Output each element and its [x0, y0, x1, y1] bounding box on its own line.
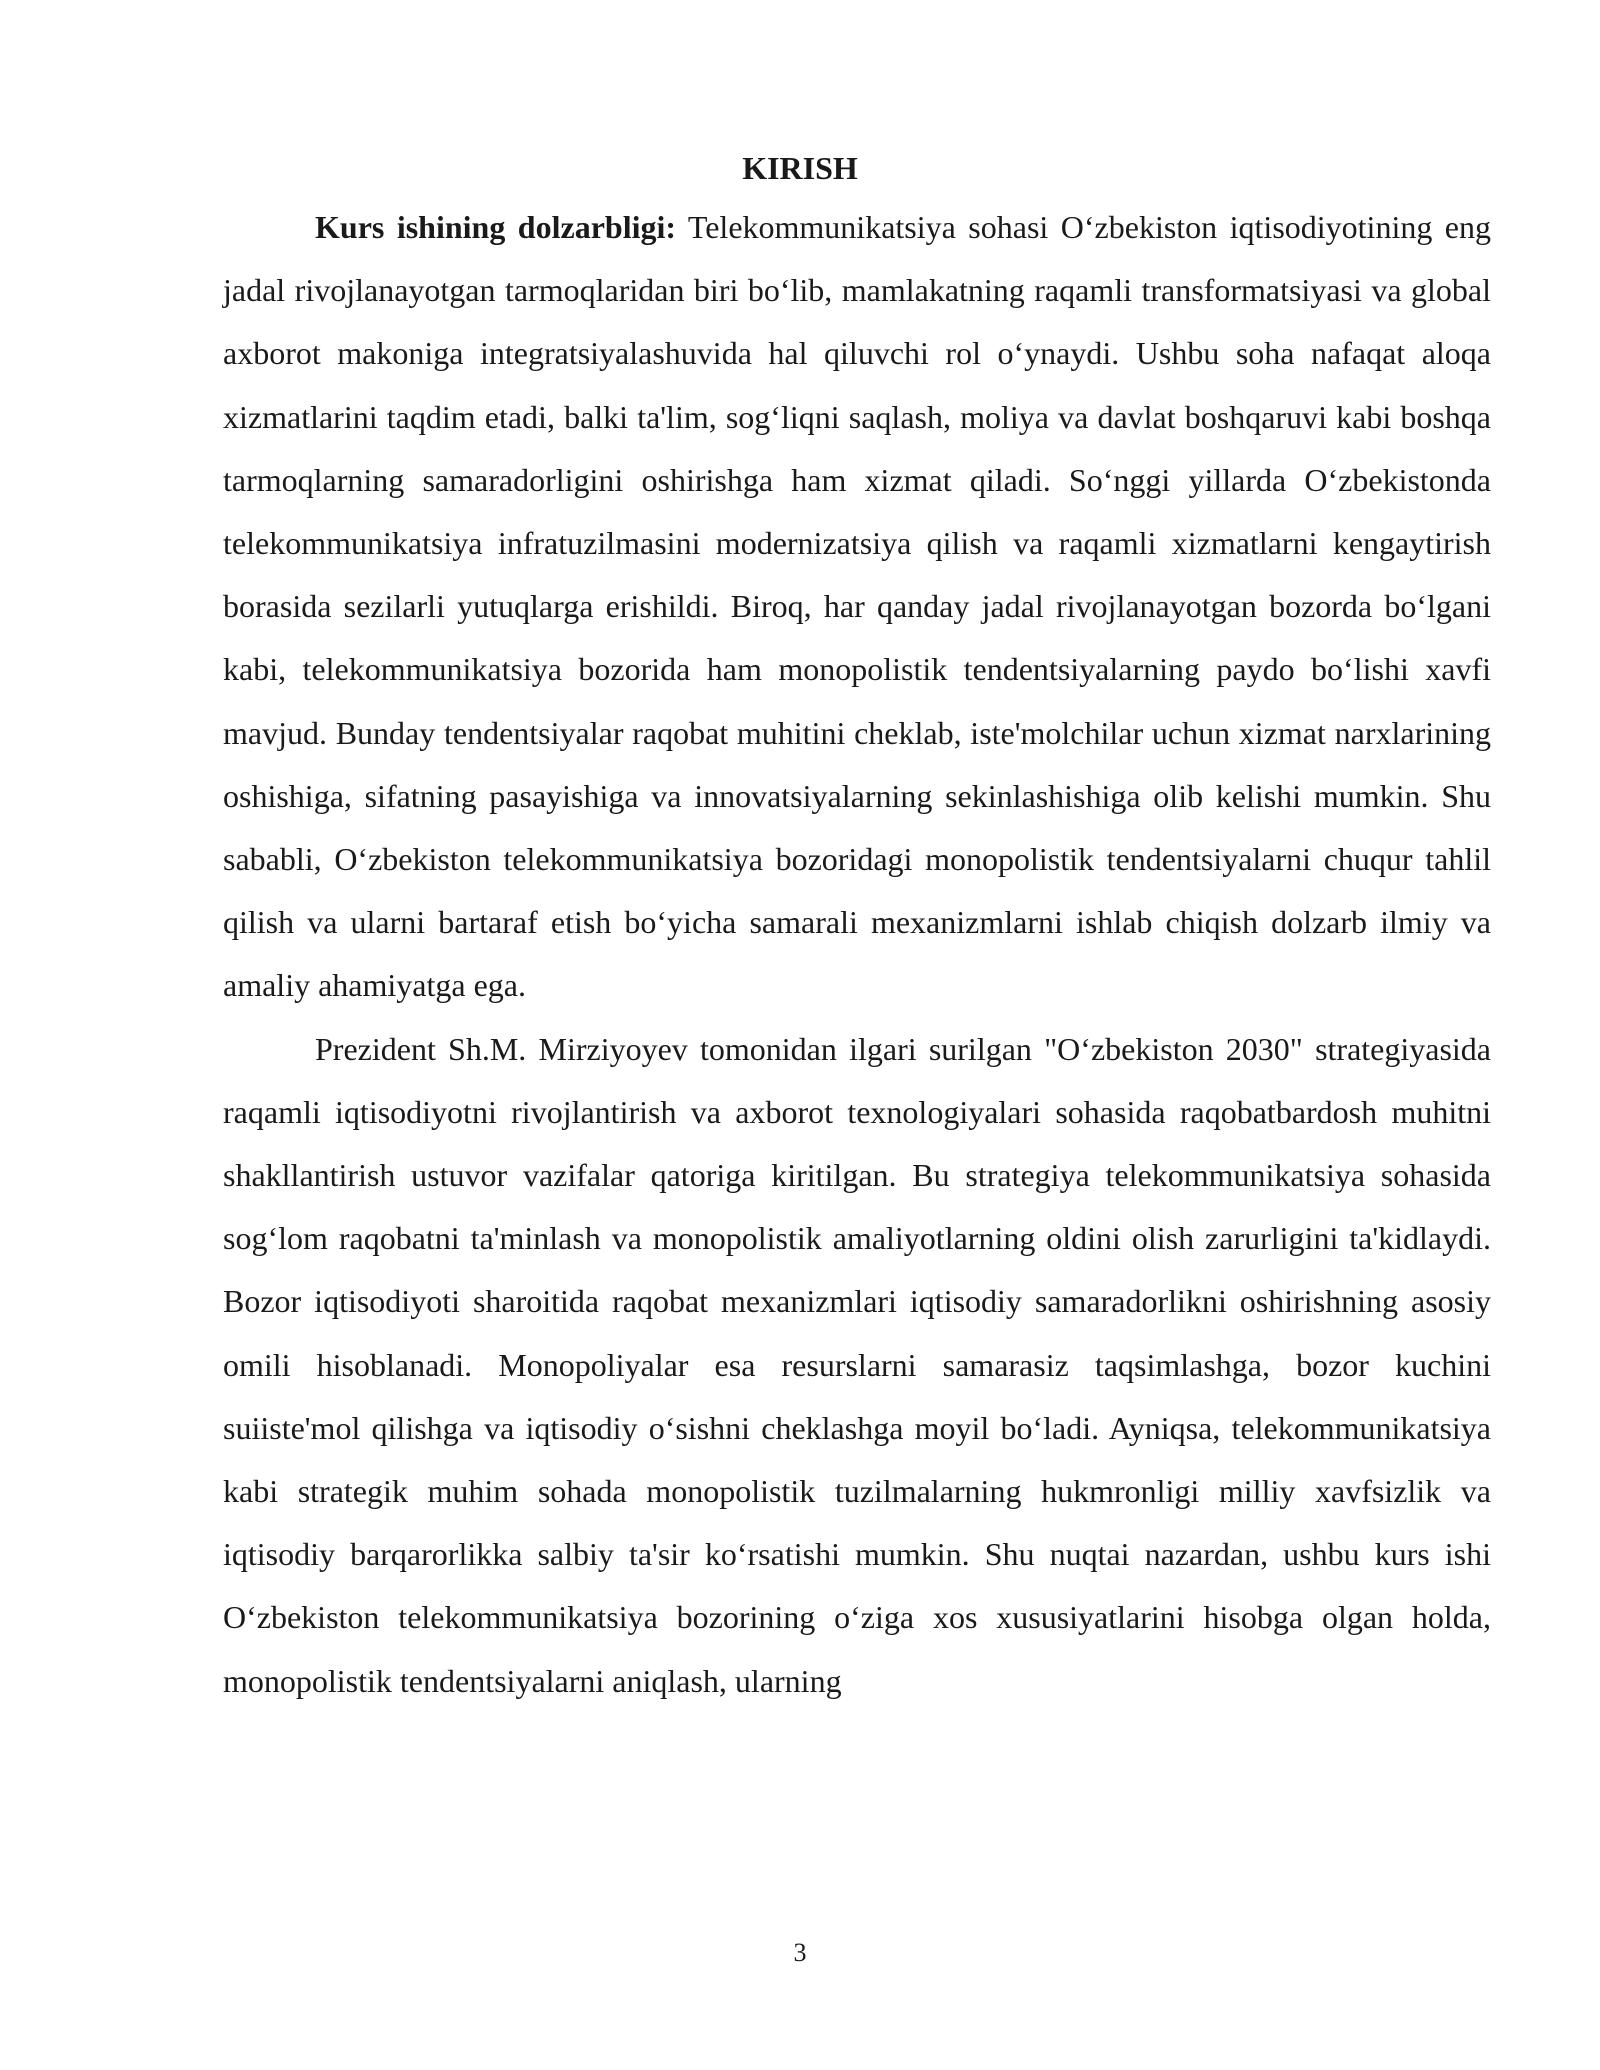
- paragraph-text: Prezident Sh.M. Mirziyoyev tomonidan ilgari surilgan "O‘zbekiston 2030" strategiyasida raqamli iqtisodiyotni rivojlantirish va axborot texnologiyalari sohasida raqobatbardosh muhitni shakllantirish ustuvor vazifalar qatoriga kiritilgan. Bu strategiya telekommunikatsiya sohasida sog‘lom raqobatni ta'minlash va monopolistik amaliyotlarning oldini olish zarurligini ta'kidlaydi. Bozor iqtisodiyoti sharoitida raqobat mexanizmlari iqtisodiy samaradorlikni oshirishning asosiy omili hisoblanadi. Monopoliyalar esa resurslarni samarasiz taqsimlashga, bozor kuchini suiiste'mol qilishga va iqtisodiy o‘sishni cheklashga moyil bo‘ladi. Ayniqsa, telekommunikatsiya kabi strategik muhim sohada monopolistik tuzilmalarning hukmronligi milliy xavfsizlik va iqtisodiy barqarorlikka salbiy ta'sir ko‘rsatishi mumkin. Shu nuqtai nazardan, ushbu kurs ishi O‘zbekiston telekommunikatsiya bozorining o‘ziga xos xususiyatlarini hisobga olgan holda, monopolistik tendentsiyalarni aniqlash, ularning: [223, 1030, 1491, 1699]
- body-text: [223, 196, 1491, 1713]
- paragraph-lead: Kurs ishining dolzarbligi:: [315, 209, 677, 245]
- paragraph-text: Telekommunikatsiya sohasi O‘zbekiston iqtisodiyotining eng jadal rivojlanayotgan tarmoqlaridan biri bo‘lib, mamlakatning raqamli transformatsiyasi va global axborot makoniga integratsiyalashuvida hal qiluvchi rol o‘ynaydi. Ushbu soha nafaqat aloqa xizmatlarini taqdim etadi, balki ta'lim, sog‘liqni saqlash, moliya va davlat boshqaruvi kabi boshqa tarmoqlarning samaradorligini oshirishga ham xizmat qiladi. So‘nggi yillarda O‘zbekistonda telekommunikatsiya infratuzilmasini modernizatsiya qilish va raqamli xizmatlarni kengaytirish borasida sezilarli yutuqlarga erishildi. Biroq, har qanday jadal rivojlanayotgan bozorda bo‘lgani kabi, telekommunikatsiya bozorida ham monopolistik tendentsiyalarning paydo bo‘lishi xavfi mavjud. Bunday tendentsiyalar raqobat muhitini cheklab, iste'molchilar uchun xizmat narxlarining oshishiga, sifatning pasayishiga va innovatsiyalarning sekinlashishiga olib kelishi mumkin. Shu sababli, O‘zbekiston telekommunikatsiya bozoridagi monopolistik tendentsiyalarni chuqur tahlil qilish va ularni bartaraf etish bo‘yicha samarali mexanizmlarni ishlab chiqish dolzarb ilmiy va amaliy ahamiyatga ega.: [223, 209, 1491, 1004]
- page-number: 3: [793, 1938, 807, 1967]
- paragraph-strategy: [223, 1018, 1491, 1713]
- page-heading: KIRISH: [742, 150, 858, 186]
- paragraph-relevance: [223, 196, 1491, 1018]
